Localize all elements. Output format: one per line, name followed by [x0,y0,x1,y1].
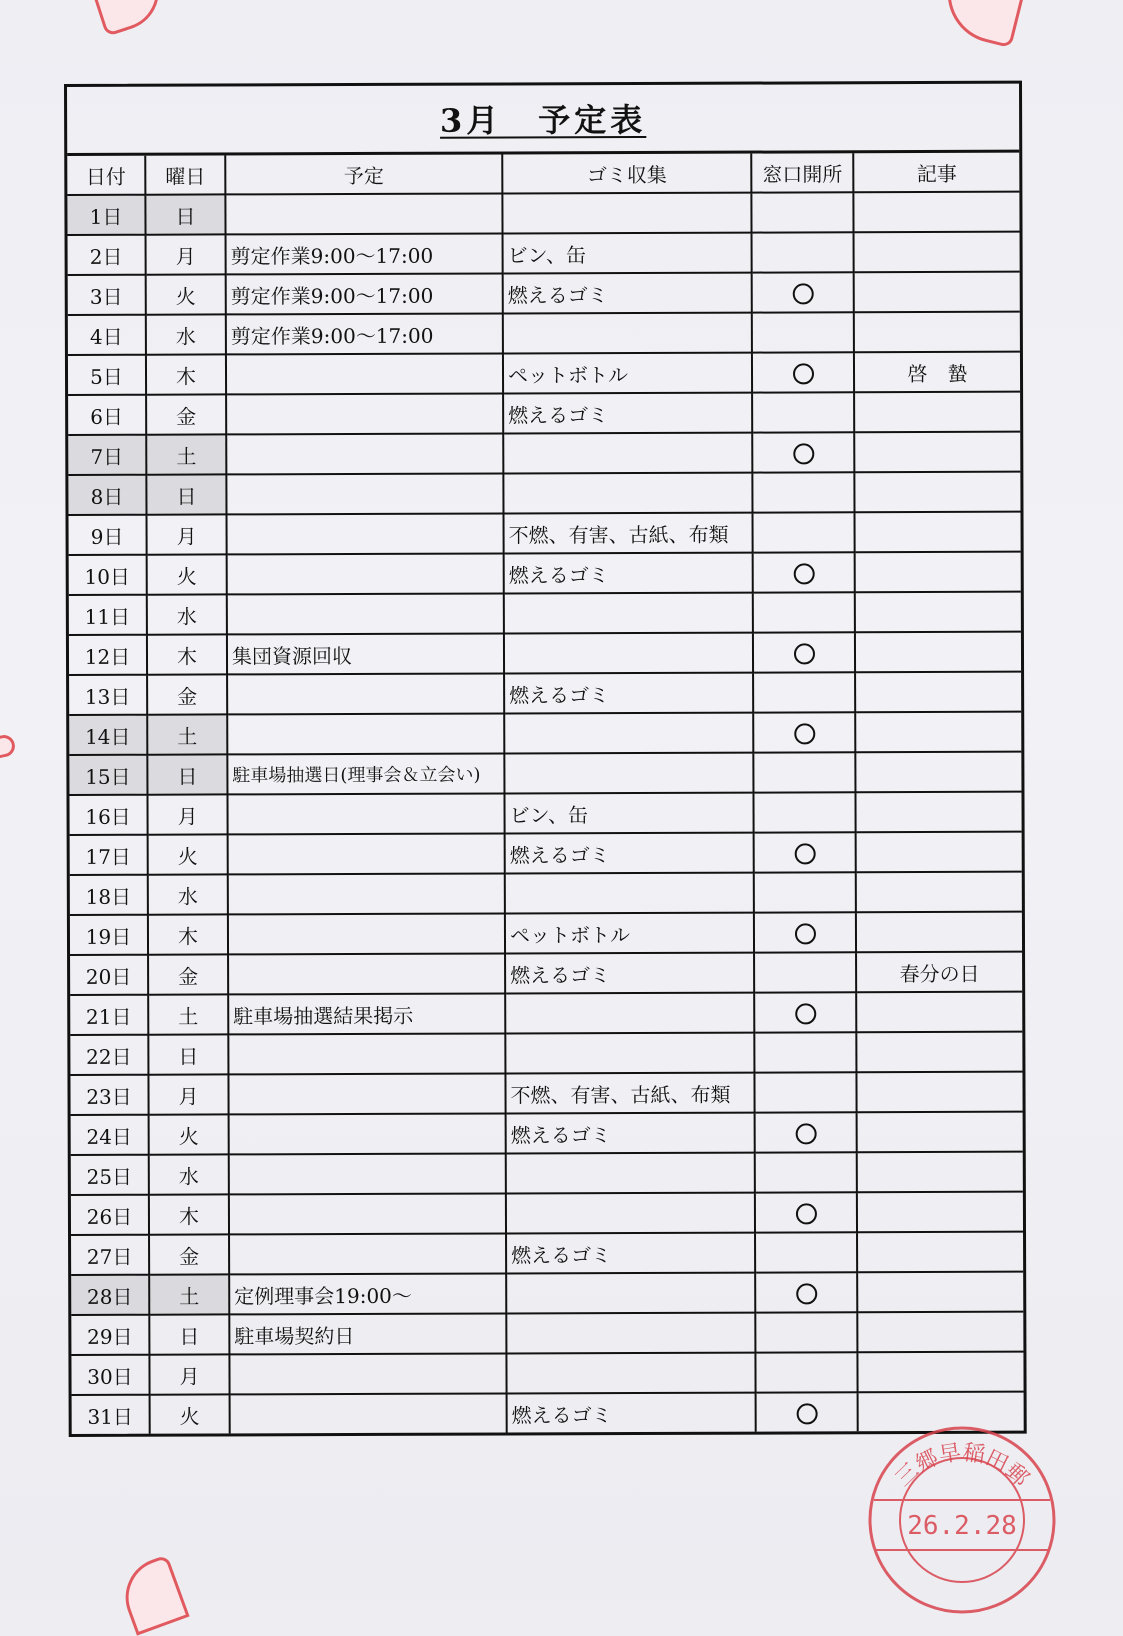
date-cell: 17日 [70,835,148,875]
open-circle-icon [794,723,815,744]
window-open-cell [755,1152,857,1192]
plan-cell: 剪定作業9:00～17:00 [226,233,503,274]
plan-cell: 集団資源回収 [227,633,504,674]
window-open-cell [754,872,856,912]
window-open-cell [752,312,854,352]
date-cell: 6日 [68,395,146,435]
schedule-row [70,952,1022,995]
date-cell: 18日 [70,875,148,915]
plan-cell [229,1113,506,1154]
date-cell: 2日 [68,235,146,275]
notes-cell [857,1232,1023,1273]
date-cell: 19日 [70,915,148,955]
date-cell: 4日 [68,315,146,355]
notes-cell [855,672,1021,713]
notes-cell [855,632,1021,673]
schedule-sheet [64,81,1027,1437]
garbage-cell [504,753,753,794]
notes-cell [857,1192,1023,1233]
postmark-stamp [862,1420,1062,1620]
plan-cell [228,833,505,874]
header-garbage: ゴミ収集 [502,154,751,194]
date-cell: 26日 [71,1195,149,1235]
date-cell: 24日 [71,1115,149,1155]
plan-cell [229,1233,506,1274]
window-open-cell [752,352,854,392]
schedule-row [69,712,1021,755]
notes-cell [857,1112,1023,1153]
day-cell: 月 [149,1354,229,1394]
garbage-cell [506,1313,755,1354]
plan-cell: 剪定作業9:00～17:00 [226,313,503,354]
window-open-cell [753,632,855,672]
window-open-cell [752,472,854,512]
open-circle-icon [793,643,814,664]
date-cell: 23日 [70,1075,148,1115]
header-row [67,153,1019,195]
day-cell: 火 [147,554,227,594]
garbage-cell [506,1193,755,1234]
notes-cell [854,472,1020,513]
garbage-cell [505,1033,754,1074]
notes-cell [854,432,1020,473]
notes-cell [854,312,1020,353]
garbage-cell: ペットボトル [505,913,754,954]
open-circle-icon [792,283,813,304]
open-circle-icon [793,563,814,584]
schedule-row [70,912,1022,955]
window-open-cell [753,672,855,712]
window-open-cell [753,512,855,552]
day-cell: 月 [147,514,227,554]
schedule-row [69,792,1021,835]
header-date: 日付 [67,156,145,195]
open-circle-icon [792,363,813,384]
garbage-cell: 不燃、有害、古紙、布類 [504,513,753,554]
notes-cell: 春分の日 [856,952,1022,993]
plan-cell: 定例理事会19:00～ [229,1273,506,1314]
plan-cell [226,433,503,474]
notes-cell [855,712,1021,753]
day-cell: 土 [148,994,228,1034]
date-cell: 12日 [69,635,147,675]
date-cell: 30日 [71,1355,149,1395]
garbage-cell [503,433,752,474]
window-open-cell [753,752,855,792]
notes-cell [856,912,1022,953]
notes-cell: 啓 蟄 [854,352,1020,393]
day-cell: 月 [148,1074,228,1114]
garbage-cell: 燃えるゴミ [504,553,753,594]
notes-cell [854,512,1020,553]
date-cell: 25日 [71,1155,149,1195]
open-circle-icon [796,1403,817,1424]
plan-cell [226,353,503,394]
schedule-row [71,1152,1023,1195]
plan-cell: 駐車場抽選日(理事会＆立会い) [227,753,504,794]
day-cell: 月 [146,234,226,274]
schedule-row [69,552,1021,595]
schedule-row [68,432,1020,475]
day-cell: 木 [148,914,228,954]
garbage-cell: ビン、缶 [503,233,752,274]
day-cell: 火 [149,1114,229,1154]
svg-text:三郷早稲田郵 [891,1440,1033,1492]
garbage-cell [503,313,752,354]
notes-cell [855,592,1021,633]
notes-cell [854,272,1020,313]
schedule-row [70,872,1022,915]
schedule-row [69,672,1021,715]
garbage-cell: 燃えるゴミ [503,273,752,314]
garbage-cell: ビン、缶 [504,793,753,834]
schedule-row [70,992,1022,1035]
notes-cell [854,392,1020,433]
window-open-cell [755,1232,857,1272]
notes-cell [856,1032,1022,1073]
plan-cell [227,513,504,554]
date-cell: 22日 [70,1035,148,1075]
open-circle-icon [795,1003,816,1024]
day-cell: 金 [147,674,227,714]
window-open-cell [754,1072,856,1112]
schedule-row [71,1352,1023,1395]
schedule-row [70,1072,1022,1115]
notes-cell [856,992,1022,1033]
schedule-row [71,1312,1023,1355]
window-open-cell [754,952,856,992]
schedule-row [69,632,1021,675]
day-cell: 日 [145,194,225,234]
garbage-cell [503,473,752,514]
date-cell: 10日 [69,555,147,595]
window-open-cell [753,552,855,592]
day-cell: 水 [148,874,228,914]
schedule-row [71,1232,1023,1275]
window-open-cell [754,912,856,952]
date-cell: 15日 [69,755,147,795]
window-open-cell [755,1352,857,1392]
day-cell: 木 [146,354,226,394]
window-open-cell [752,392,854,432]
date-cell: 7日 [68,435,146,475]
day-cell: 水 [149,1154,229,1194]
date-cell: 5日 [68,355,146,395]
date-cell: 9日 [69,515,147,555]
header-plan: 予定 [225,154,502,194]
plan-cell [226,393,503,434]
garbage-cell [506,1353,755,1394]
garbage-cell [504,633,753,674]
schedule-row [70,1032,1022,1075]
plan-cell [226,473,503,514]
schedule-body [67,192,1023,1434]
plan-cell: 剪定作業9:00～17:00 [226,273,503,314]
notes-cell [857,1352,1023,1393]
day-cell: 水 [147,594,227,634]
page-title: 3月 予定表 [439,100,647,140]
garbage-cell: 燃えるゴミ [505,953,754,994]
garbage-cell [506,1153,755,1194]
plan-cell [229,1353,506,1394]
open-circle-icon [796,1283,817,1304]
window-open-cell [753,792,855,832]
garbage-cell [502,193,751,234]
window-open-cell [756,1392,858,1431]
day-cell: 土 [147,714,227,754]
open-circle-icon [794,843,815,864]
plan-cell [227,713,504,754]
notes-cell [856,832,1022,873]
open-circle-icon [795,1203,816,1224]
stamp-date: 26.2.28 [907,1511,1017,1541]
date-cell: 28日 [71,1275,149,1315]
window-open-cell [752,232,854,272]
day-cell: 水 [146,314,226,354]
window-open-cell [752,432,854,472]
plan-cell: 駐車場抽選結果掲示 [228,993,505,1034]
schedule-row [68,232,1020,275]
window-open-cell [754,992,856,1032]
window-open-cell [755,1272,857,1312]
notes-cell [856,1072,1022,1113]
schedule-row [68,472,1020,515]
plan-cell [228,953,505,994]
schedule-row [67,192,1019,235]
schedule-row [68,272,1020,315]
notes-cell [855,752,1021,793]
plan-cell [227,793,504,834]
plan-cell [227,673,504,714]
garbage-cell: 燃えるゴミ [504,673,753,714]
notes-cell [857,1272,1023,1313]
garbage-cell: 燃えるゴミ [506,1233,755,1274]
garbage-cell: 不燃、有害、古紙、布類 [505,1073,754,1114]
garbage-cell: 燃えるゴミ [506,1113,755,1154]
schedule-row [69,592,1021,635]
plan-cell [229,1153,506,1194]
garbage-cell: 燃えるゴミ [503,393,752,434]
garbage-cell: ペットボトル [503,353,752,394]
notes-cell [855,792,1021,833]
window-open-cell [754,1032,856,1072]
date-cell: 21日 [70,995,148,1035]
date-cell: 16日 [69,795,147,835]
plan-cell: 駐車場契約日 [229,1313,506,1354]
plan-cell [228,873,505,914]
stamp-office-name: 三郷早稲田郵 [891,1440,1033,1492]
day-cell: 火 [146,274,226,314]
day-cell: 月 [147,794,227,834]
date-cell: 29日 [71,1315,149,1355]
day-cell: 金 [149,1234,229,1274]
day-cell: 土 [149,1274,229,1314]
plan-cell [229,1193,506,1234]
garbage-cell [506,1273,755,1314]
plan-cell [230,1393,507,1433]
notes-cell [857,1312,1023,1353]
schedule-row [71,1192,1023,1235]
plan-cell [227,593,504,634]
schedule-row [70,832,1022,875]
window-open-cell [751,192,853,232]
schedule-row [68,312,1020,355]
window-open-cell [755,1312,857,1352]
window-open-cell [753,712,855,752]
header-window: 窓口開所 [751,153,853,192]
open-circle-icon [795,1123,816,1144]
plan-cell [228,1033,505,1074]
window-open-cell [755,1192,857,1232]
garbage-cell: 燃えるゴミ [507,1393,756,1433]
schedule-row [69,512,1021,555]
open-circle-icon [794,923,815,944]
date-cell: 31日 [72,1395,150,1434]
notes-cell [855,552,1021,593]
date-cell: 20日 [70,955,148,995]
notes-cell [854,232,1020,273]
day-cell: 日 [147,754,227,794]
header-notes: 記事 [853,153,1019,193]
window-open-cell [755,1112,857,1152]
garbage-cell [504,593,753,634]
day-cell: 金 [148,954,228,994]
garbage-cell [505,873,754,914]
plan-cell [228,1073,505,1114]
header-day: 曜日 [145,155,225,194]
notes-cell [857,1152,1023,1193]
garbage-cell [505,993,754,1034]
window-open-cell [754,832,856,872]
plan-cell [228,913,505,954]
day-cell: 日 [149,1314,229,1354]
date-cell: 8日 [68,475,146,515]
date-cell: 27日 [71,1235,149,1275]
day-cell: 木 [147,634,227,674]
garbage-cell [504,713,753,754]
garbage-cell: 燃えるゴミ [505,833,754,874]
window-open-cell [752,272,854,312]
schedule-table [67,153,1023,1434]
day-cell: 土 [146,434,226,474]
date-cell: 1日 [67,195,145,235]
plan-cell [227,553,504,594]
day-cell: 日 [146,474,226,514]
date-cell: 3日 [68,275,146,315]
day-cell: 金 [146,394,226,434]
date-cell: 14日 [69,715,147,755]
schedule-row [68,392,1020,435]
schedule-row [69,752,1021,795]
schedule-row [68,352,1020,395]
day-cell: 火 [150,1394,230,1433]
notes-cell [853,192,1019,233]
day-cell: 木 [149,1194,229,1234]
schedule-row [71,1112,1023,1155]
date-cell: 11日 [69,595,147,635]
date-cell: 13日 [69,675,147,715]
plan-cell [225,193,502,234]
day-cell: 日 [148,1034,228,1074]
day-cell: 火 [148,834,228,874]
window-open-cell [753,592,855,632]
notes-cell [856,872,1022,913]
open-circle-icon [793,443,814,464]
schedule-row [71,1272,1023,1315]
title-bar [67,84,1019,156]
